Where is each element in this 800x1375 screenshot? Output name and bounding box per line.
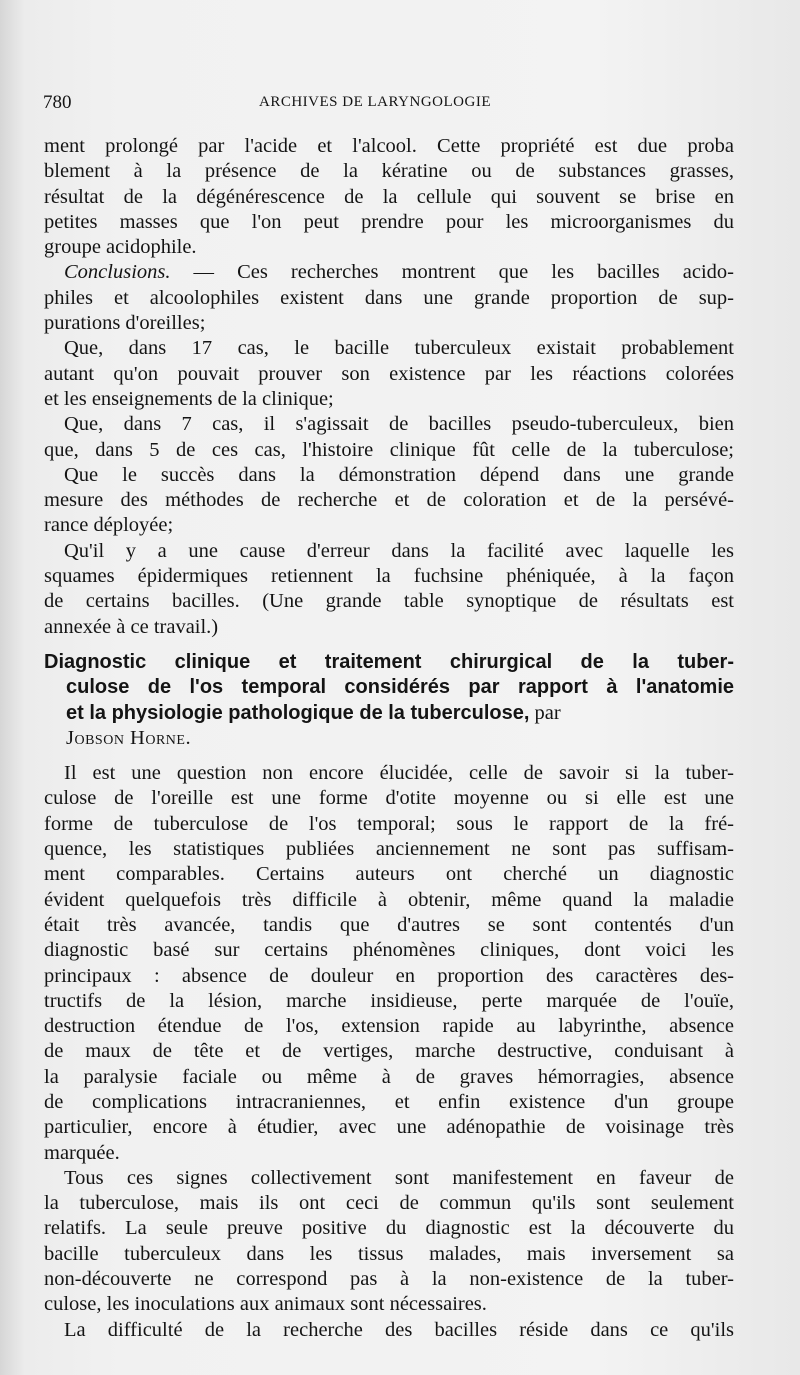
text-line: relatifs. La seule preuve positive du diagnostic est la découverte du [44,1217,734,1240]
text-line: de certains bacilles. (Une grande table synoptique de résultats est [44,590,734,613]
text-line: ment comparables. Certains auteurs ont cherché un diagnostic [44,863,734,886]
text-line: était très avancée, tandis que d'autres se sont contentés d'un [44,913,734,936]
text-line: annexée à ce travail.) [44,615,219,638]
text-line: et les enseignements de la clinique; [44,387,334,410]
text-line: groupe acidophile. [44,236,197,259]
text-line: squames épidermiques retiennent la fuchsine phéniquée, à la façon [44,565,734,588]
article-heading-line: Diagnostic clinique et traitement chirurgical de la tuber- [44,650,734,673]
article-heading-line: culose de l'os temporal considérés par rapport à l'anatomie [66,676,734,699]
text-line: quence, les statistiques publiées anciennement ne sont pas suffisam- [44,838,734,861]
section-gap [44,640,734,650]
text-line: non-découverte ne correspond pas à la non-existence de la tuber- [44,1268,734,1291]
text-line: Il est une question non encore élucidée, celle de savoir si la tuber- [64,762,734,785]
text-line: philes et alcoolophiles existent dans une grande proportion de sup- [44,286,734,309]
page-number: 780 [43,92,72,113]
text-line: diagnostic basé sur certains phénomènes cliniques, dont voici les [44,939,734,962]
text-line: la tuberculose, mais ils ont ceci de commun qu'ils sont seulement [44,1192,734,1215]
text-line: autant qu'on pouvait prouver son existence par les réactions colorées [44,362,734,385]
conclusions-label: Conclusions. [64,261,171,284]
article-heading-byline: et la physiologie pathologique de la tuberculose, par [66,701,561,724]
page-body [44,134,734,1343]
text-line: la paralysie faciale ou même à de graves hémorragies, absence [44,1065,734,1088]
text-line: Que, dans 7 cas, il s'agissait de bacilles pseudo-tuberculeux, bien [64,413,734,436]
text-line: blement à la présence de la kératine ou de substances grasses, [44,160,734,183]
text-line: résultat de la dégénérescence de la cellule qui souvent se brise en [44,185,734,208]
text-line: Qu'il y a une cause d'erreur dans la facilité avec laquelle les [64,539,734,562]
text-line: forme de tuberculose de l'os temporal; sous le rapport de la fré- [44,812,734,835]
author-name: Jobson Horne. [66,726,192,749]
text-line: La difficulté de la recherche des bacilles réside dans ce qu'ils [64,1318,734,1341]
text-line: petites masses que l'on peut prendre pour les microorganismes du [44,210,734,233]
text-line: principaux : absence de douleur en proportion des caractères des- [44,964,734,987]
text-line: ment prolongé par l'acide et l'alcool. Cette propriété est due proba [44,135,734,157]
text-line: Que, dans 17 cas, le bacille tuberculeux existait probablement [64,337,734,360]
text-line: tructifs de la lésion, marche insidieuse, perte marquée de l'ouïe, [44,989,734,1012]
text-line: de complications intracraniennes, et enfin existence d'un groupe [44,1090,734,1113]
text-line: destruction étendue de l'os, extension rapide au labyrinthe, absence [44,1015,734,1038]
text-line: de maux de tête et de vertiges, marche destructive, conduisant à [44,1040,734,1063]
running-title: ARCHIVES DE LARYNGOLOGIE [259,94,491,110]
conclusions-line: Conclusions. — Ces recherches montrent que les bacilles acido- [64,261,734,284]
text-line: mesure des méthodes de recherche et de coloration et de la persévé- [44,489,734,512]
running-header [43,92,733,116]
text-line: culose de l'oreille est une forme d'otite moyenne ou si elle est une [44,787,734,810]
section-gap [44,751,734,761]
text-line: marquée. [44,1141,120,1164]
text-line: Que le succès dans la démonstration dépend dans une grande [64,463,734,486]
text-line: évident quelquefois très difficile à obtenir, même quand la maladie [44,888,734,911]
text-line: rance déployée; [44,514,174,537]
text-line: bacille tuberculeux dans les tissus malades, mais inversement sa [44,1242,734,1265]
text-line: particulier, encore à étudier, avec une adénopathie de voisinage très [44,1116,734,1139]
text-line: purations d'oreilles; [44,312,206,335]
text-line: culose, les inoculations aux animaux sont nécessaires. [44,1293,487,1316]
text-line: Tous ces signes collectivement sont manifestement en faveur de [64,1166,734,1189]
text-line: que, dans 5 de ces cas, l'histoire clinique fût celle de la tuberculose; [44,438,734,461]
